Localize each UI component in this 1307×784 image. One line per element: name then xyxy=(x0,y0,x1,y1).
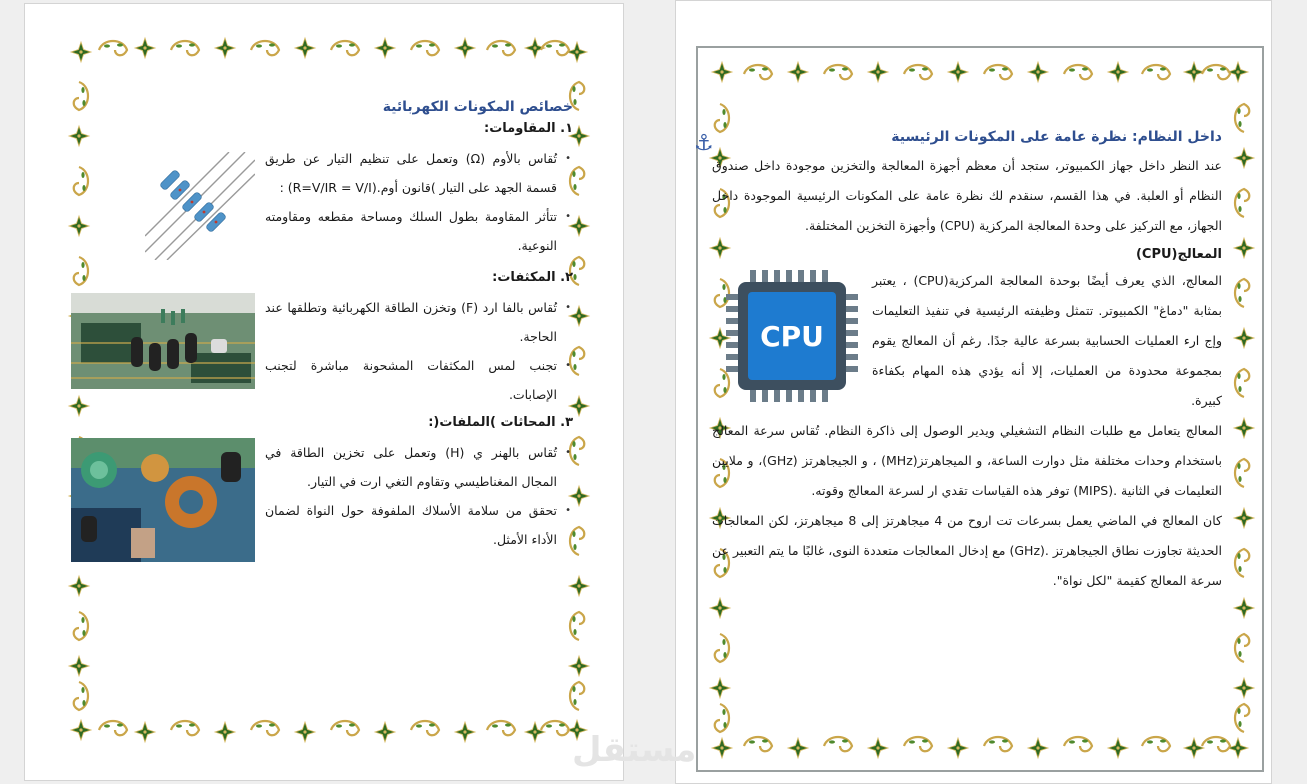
cpu-icon xyxy=(712,266,862,416)
section-inductors xyxy=(85,438,573,566)
bullet-list xyxy=(265,438,573,554)
list-item: • تتأثر المقاومة بطول السلك ومساحة مقطعه ومقاومته النوعية. xyxy=(265,202,557,260)
section-resistors xyxy=(85,144,573,264)
document-page-left xyxy=(24,3,624,781)
cpu-paragraph: المعالج، الذي يعرف أيضًا بوحدة المعالجة المركزية(CPU) ، يعتبر بمثابة "دماغ" الكمبيوتر. تتمثل وظيفته الرئيسية في تنفيذ التعليمات وإج ارء العمليات الحسابية بسرعة عالية جدًا. رغم أن المعالج يقوم بمجموعة محدودة من العمليات، إلا أنه يؤدي هذه المهام بكفاءة كبيرة. xyxy=(872,273,1222,408)
resistors-image xyxy=(85,144,255,264)
list-item: • تُقاس بالأوم (Ω) وتعمل على تنظيم التيار عن طريق قسمة الجهد على التيار )قانون أوم.(R=V/IR = V/I) : xyxy=(265,144,557,202)
list-item: • تجنب لمس المكثفات المشحونة مباشرة لتجنب الإصابات. xyxy=(265,351,557,409)
list-item: • تُقاس بالهنر ي (H) وتعمل على تخزين الطاقة في المجال المغناطيسي وتقاوم التغي ارت في التيار. xyxy=(265,438,557,496)
cpu-icon-label: CPU xyxy=(760,320,824,353)
capacitors-image xyxy=(85,293,255,409)
page-heading: داخل النظام: نظرة عامة على المكونات الرئيسية xyxy=(891,129,1222,145)
section-title-resistors: ١. المقاومات: xyxy=(484,121,573,136)
list-item: • تحقق من سلامة الأسلاك الملفوفة حول النواة لضمان الأداء الأمثل. xyxy=(265,496,557,554)
intro-paragraph: عند النظر داخل جهاز الكمبيوتر، ستجد أن معظم أجهزة المعالجة والتخزين موجودة داخل صندوق النظام أو العلبة. في هذا القسم، سنقدم لك نظرة عامة على المكونات الرئيسية الموجودة داخل الجهاز، مع التركيز على وحدة المعالجة المركزية (CPU) وأجهزة التخزين المختلفة. xyxy=(712,158,1222,233)
bullet-list xyxy=(265,293,573,409)
watermark: مستقل xyxy=(572,730,697,770)
cpu-subheading: المعالج(CPU) xyxy=(1135,247,1222,262)
section-capacitors xyxy=(85,293,573,409)
page-heading: خصائص المكونات الكهربائية xyxy=(382,99,573,115)
history-paragraph: كان المعالج في الماضي يعمل بسرعات تت اروح من 4 ميجاهرتز إلى 8 ميجاهرتز، لكن المعالجات الحديثة تجاوزت نطاق الجيجاهرتز .(GHz) مع إدخال المعالجات متعددة النوى، غالبًا ما يتم التعبير عن سرعة المعالج كقيمة "لكل نواة". xyxy=(712,513,1222,588)
left-page-content xyxy=(85,99,573,566)
list-item: • تُقاس بالفا ارد (F) وتخزن الطاقة الكهربائية وتطلقها عند الحاجة. xyxy=(265,293,557,351)
anchor-icon[interactable]: ⚓ xyxy=(694,131,714,156)
document-page-right xyxy=(675,0,1272,784)
bullet-list xyxy=(265,144,573,260)
inductors-image xyxy=(85,438,255,566)
section-title-capacitors: ٢. المكثفات: xyxy=(492,270,573,285)
section-title-inductors: ٣. المحاثات )الملفات(: xyxy=(428,415,573,430)
cpu-section xyxy=(712,266,1222,416)
speed-paragraph: المعالج يتعامل مع طلبات النظام التشغيلي ويدير الوصول إلى ذاكرة النظام. تُقاس سرعة المعالج باستخدام وحدات مختلفة مثل دوارت الساعة، و الميجاهرتز(MHz) ، و الجيجاهرتز (GHz)، و ملايين التعليمات في الثانية .(MIPS) توفر هذه القياسات تقدي ار لسرعة المعالج وقوته. xyxy=(712,423,1222,498)
right-page-content xyxy=(712,129,1222,596)
